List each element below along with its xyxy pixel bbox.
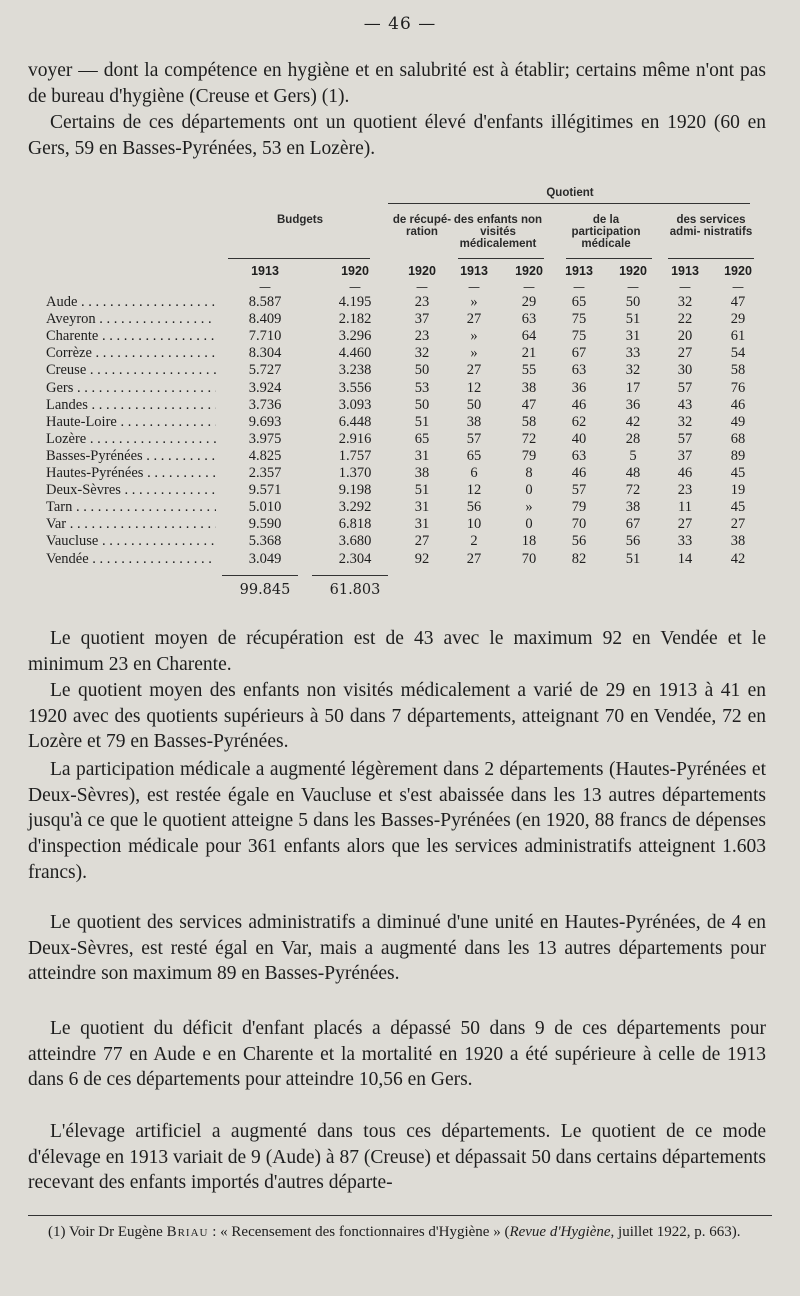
table-row xyxy=(0,362,800,379)
year-participation-1920: 1920 xyxy=(619,264,647,278)
cell-enfants-1920: 29 xyxy=(521,294,537,310)
table-row xyxy=(0,328,800,345)
cell-services-1920: 68 xyxy=(730,430,746,447)
cell-budget-1913: 9.590 xyxy=(248,516,282,533)
table-row xyxy=(0,431,800,448)
cell-participation-1920: 33 xyxy=(625,345,641,362)
cell-participation-1920: 28 xyxy=(625,430,641,447)
department-name: Aveyron . . . xyxy=(46,311,216,328)
page-number: — 46 — xyxy=(363,14,437,34)
budgets-brace xyxy=(228,258,370,259)
cell-enfants-1920: 63 xyxy=(521,311,537,328)
department-name: Var . . . xyxy=(46,516,216,533)
footnote-author: Briau xyxy=(166,1224,209,1240)
total-1920: 61.803 xyxy=(329,582,381,598)
paragraph-enfants: Le quotient moyen des enfants non visités médicalement a varié de 29 en 1913 à 41 en 1920 avec des quotients supérieurs à 50 dans 7 départements, atteignant 70 en Vendée, 72 en Lozère et 79 en Basses-Pyrénées. xyxy=(28,680,766,753)
table-row xyxy=(0,397,800,414)
dash: — xyxy=(627,280,639,294)
table-row xyxy=(0,448,800,465)
cell-enfants-1920: 64 xyxy=(521,328,537,345)
cell-enfants-1913: 27 xyxy=(466,362,482,379)
cell-enfants-1920: 58 xyxy=(521,413,537,430)
dash: — xyxy=(416,280,428,294)
table-row xyxy=(0,533,800,550)
total-rule-1920 xyxy=(312,575,388,576)
cell-participation-1913: 56 xyxy=(571,533,587,550)
cell-services-1920: 45 xyxy=(730,465,746,481)
cell-enfants-1913: 12 xyxy=(466,379,482,396)
cell-enfants-1913: 6 xyxy=(470,465,478,481)
header-participation: de la participation médicale xyxy=(571,214,641,250)
cell-participation-1920: 38 xyxy=(625,499,641,516)
paragraph-elevage: L'élevage artificiel a augmenté dans tous ces départements. Le quotient de ce mode d'élevage en 1913 variait de 9 (Aude) à 87 (Creuse) et dépassait 50 dans certains départements recevant des enfants importés d'autres départe- xyxy=(28,1121,766,1194)
cell-participation-1913: 46 xyxy=(571,465,587,481)
cell-services-1920: 47 xyxy=(730,294,746,310)
paragraph-continuation: voyer — dont la compétence en hygiène et en salubrité est à établir; certains même n'ont pas de bureau d'hygiène (Creuse et Gers) (1). xyxy=(28,60,766,107)
cell-enfants-1913: 38 xyxy=(466,413,482,430)
paragraph-services: Le quotient des services administratifs a diminué d'une unité en Hautes-Pyrénées, de 4 en Deux-Sèvres, est resté égal en Var, mais a augmenté dans les 13 autres départements pour atteindre son maximum 89 en Basses-Pyrénées. xyxy=(28,912,766,985)
cell-services-1913: 30 xyxy=(677,362,693,379)
table-row xyxy=(0,380,800,397)
cell-participation-1920: 51 xyxy=(625,550,641,567)
table-row xyxy=(0,345,800,362)
cell-budget-1920: 3.296 xyxy=(338,328,372,345)
cell-services-1920: 45 xyxy=(730,499,746,516)
cell-budget-1913: 2.357 xyxy=(248,465,282,481)
cell-budget-1913: 5.368 xyxy=(248,533,282,550)
dash: — xyxy=(732,280,744,294)
footnote-suffix: , juillet 1922, p. 663). xyxy=(610,1224,741,1240)
cell-recuperation-1920: 92 xyxy=(414,550,430,567)
cell-services-1913: 27 xyxy=(677,516,693,533)
cell-services-1913: 27 xyxy=(677,345,693,362)
cell-enfants-1920: 18 xyxy=(521,533,537,550)
cell-recuperation-1920: 37 xyxy=(414,311,430,328)
cell-participation-1920: 5 xyxy=(629,447,637,464)
cell-recuperation-1920: 51 xyxy=(414,482,430,499)
cell-services-1920: 27 xyxy=(730,516,746,533)
cell-budget-1913: 9.693 xyxy=(248,413,282,430)
dash: — xyxy=(349,280,361,294)
cell-budget-1920: 1.757 xyxy=(338,447,372,464)
header-services: des services admi- nistratifs xyxy=(669,214,753,238)
cell-budget-1920: 3.680 xyxy=(338,533,372,550)
cell-budget-1920: 4.460 xyxy=(338,345,372,362)
paragraph-participation: La participation médicale a augmenté légèrement dans 2 départements (Hautes-Pyrénées et Deux-Sèvres), est restée égale en Vaucluse et s'est abaissée dans les 13 autres départements jusqu'à ce que le quotient atteigne 5 dans les Basses-Pyrénées (en 1920, 88 francs de dépenses d'inspection médicale pour 361 enfants alors que les services administratifs atteignent 1.603 francs). xyxy=(28,759,766,883)
footnote-middle: : « Recensement des fonctionnaires d'Hygiène » ( xyxy=(212,1224,510,1240)
cell-participation-1920: 36 xyxy=(625,396,641,413)
cell-recuperation-1920: 27 xyxy=(414,533,430,550)
dash: — xyxy=(259,280,271,294)
header-budgets: Budgets xyxy=(277,214,323,226)
department-name: Creuse . . . xyxy=(46,362,216,379)
cell-services-1913: 57 xyxy=(677,379,693,396)
cell-budget-1920: 9.198 xyxy=(338,482,372,499)
cell-recuperation-1920: 65 xyxy=(414,430,430,447)
department-name: Haute-Loire . . . xyxy=(46,414,216,431)
cell-participation-1920: 51 xyxy=(625,311,641,328)
footnote xyxy=(28,1222,772,1242)
cell-budget-1913: 3.736 xyxy=(248,396,282,413)
cell-services-1920: 38 xyxy=(730,533,746,550)
cell-enfants-1920: 0 xyxy=(525,516,533,533)
paragraph-deficit: Le quotient du déficit d'enfant placés a dépassé 50 dans 9 de ces départements pour atteindre 77 en Aude e en Charente et la mortalité en 1920 a été supérieure à celle de 1913 dans 6 de ces départements pour atteindre 10,56 en Gers. xyxy=(28,1018,766,1091)
cell-budget-1913: 4.825 xyxy=(248,447,282,464)
cell-services-1913: 43 xyxy=(677,396,693,413)
department-name: Basses-Pyrénées . . . xyxy=(46,448,216,465)
cell-enfants-1920: 0 xyxy=(525,482,533,499)
cell-enfants-1913: 27 xyxy=(466,311,482,328)
department-name: Vaucluse . . . xyxy=(46,533,216,550)
cell-participation-1913: 65 xyxy=(571,294,587,310)
cell-participation-1913: 40 xyxy=(571,430,587,447)
cell-recuperation-1920: 31 xyxy=(414,516,430,533)
year-enfants-1920: 1920 xyxy=(515,264,543,278)
cell-services-1920: 76 xyxy=(730,379,746,396)
cell-participation-1920: 17 xyxy=(625,379,641,396)
cell-services-1913: 23 xyxy=(677,482,693,499)
cell-budget-1920: 1.370 xyxy=(338,465,372,481)
department-name: Aude . . . xyxy=(46,294,216,311)
cell-services-1913: 57 xyxy=(677,430,693,447)
year-budget-1913: 1913 xyxy=(251,264,279,278)
department-name: Lozère . . . xyxy=(46,431,216,448)
cell-participation-1913: 57 xyxy=(571,482,587,499)
cell-budget-1920: 3.292 xyxy=(338,499,372,516)
dash: — xyxy=(523,280,535,294)
cell-budget-1913: 5.010 xyxy=(248,499,282,516)
cell-services-1920: 61 xyxy=(730,328,746,345)
cell-enfants-1913: 65 xyxy=(466,447,482,464)
cell-services-1920: 54 xyxy=(730,345,746,362)
cell-participation-1920: 67 xyxy=(625,516,641,533)
table-row xyxy=(0,551,800,568)
cell-services-1920: 58 xyxy=(730,362,746,379)
cell-services-1920: 46 xyxy=(730,396,746,413)
cell-participation-1913: 62 xyxy=(571,413,587,430)
cell-budget-1920: 6.818 xyxy=(338,516,372,533)
cell-recuperation-1920: 50 xyxy=(414,396,430,413)
cell-services-1913: 33 xyxy=(677,533,693,550)
cell-budget-1920: 2.304 xyxy=(338,550,372,567)
cell-participation-1920: 72 xyxy=(625,482,641,499)
cell-services-1920: 49 xyxy=(730,413,746,430)
cell-budget-1913: 3.924 xyxy=(248,379,282,396)
cell-recuperation-1920: 31 xyxy=(414,499,430,516)
cell-budget-1913: 3.049 xyxy=(248,550,282,567)
cell-services-1913: 37 xyxy=(677,447,693,464)
cell-budget-1920: 2.182 xyxy=(338,311,372,328)
year-enfants-1913: 1913 xyxy=(460,264,488,278)
cell-participation-1913: 63 xyxy=(571,362,587,379)
cell-budget-1920: 2.916 xyxy=(338,430,372,447)
cell-recuperation-1920: 32 xyxy=(414,345,430,362)
cell-enfants-1913: » xyxy=(470,294,478,310)
cell-budget-1920: 4.195 xyxy=(338,294,372,310)
year-services-1913: 1913 xyxy=(671,264,699,278)
cell-budget-1913: 9.571 xyxy=(248,482,282,499)
cell-enfants-1913: 50 xyxy=(466,396,482,413)
department-name: Landes . . . xyxy=(46,397,216,414)
cell-budget-1920: 3.238 xyxy=(338,362,372,379)
cell-enfants-1920: 70 xyxy=(521,550,537,567)
cell-services-1913: 32 xyxy=(677,294,693,310)
cell-services-1920: 42 xyxy=(730,550,746,567)
cell-enfants-1920: 55 xyxy=(521,362,537,379)
cell-enfants-1920: 72 xyxy=(521,430,537,447)
cell-recuperation-1920: 50 xyxy=(414,362,430,379)
department-name: Gers . . . xyxy=(46,380,216,397)
cell-participation-1920: 50 xyxy=(625,294,641,310)
cell-participation-1913: 79 xyxy=(571,499,587,516)
cell-services-1913: 22 xyxy=(677,311,693,328)
department-name: Hautes-Pyrénées . . . xyxy=(46,465,216,482)
cell-enfants-1913: » xyxy=(470,328,478,345)
cell-enfants-1913: 12 xyxy=(466,482,482,499)
cell-budget-1913: 8.304 xyxy=(248,345,282,362)
total-rule-1913 xyxy=(222,575,298,576)
department-name: Vendée . . . xyxy=(46,551,216,568)
dash: — xyxy=(468,280,480,294)
cell-participation-1913: 75 xyxy=(571,328,587,345)
year-participation-1913: 1913 xyxy=(565,264,593,278)
header-enfants: des enfants non visités médicalement xyxy=(453,214,543,250)
department-name: Tarn . . . xyxy=(46,499,216,516)
header-recuperation: de récupé- ration xyxy=(392,214,452,238)
cell-enfants-1913: 57 xyxy=(466,430,482,447)
header-quotient: Quotient xyxy=(546,187,594,199)
cell-participation-1913: 63 xyxy=(571,447,587,464)
department-name: Corrèze . . . xyxy=(46,345,216,362)
cell-recuperation-1920: 53 xyxy=(414,379,430,396)
cell-enfants-1913: 10 xyxy=(466,516,482,533)
table-row xyxy=(0,482,800,499)
department-name: Deux-Sèvres . . . xyxy=(46,482,216,499)
cell-enfants-1913: 56 xyxy=(466,499,482,516)
participation-brace xyxy=(566,258,652,259)
table-row xyxy=(0,311,800,328)
table-row xyxy=(0,465,800,482)
cell-services-1920: 89 xyxy=(730,447,746,464)
year-recup-1920: 1920 xyxy=(408,264,436,278)
cell-participation-1920: 42 xyxy=(625,413,641,430)
cell-recuperation-1920: 51 xyxy=(414,413,430,430)
table-row xyxy=(0,499,800,516)
department-name: Charente . . . xyxy=(46,328,216,345)
cell-budget-1920: 3.093 xyxy=(338,396,372,413)
cell-participation-1920: 48 xyxy=(625,465,641,481)
cell-recuperation-1920: 31 xyxy=(414,447,430,464)
dash: — xyxy=(679,280,691,294)
cell-participation-1913: 70 xyxy=(571,516,587,533)
enfants-brace xyxy=(458,258,544,259)
cell-enfants-1920: 47 xyxy=(521,396,537,413)
cell-budget-1920: 3.556 xyxy=(338,379,372,396)
cell-participation-1913: 82 xyxy=(571,550,587,567)
footnote-journal: Revue d'Hygiène xyxy=(509,1224,611,1240)
cell-participation-1920: 56 xyxy=(625,533,641,550)
cell-services-1920: 29 xyxy=(730,311,746,328)
dash: — xyxy=(573,280,585,294)
table-row xyxy=(0,516,800,533)
cell-services-1913: 11 xyxy=(678,499,692,516)
cell-enfants-1913: 2 xyxy=(470,533,478,550)
cell-services-1913: 46 xyxy=(677,465,693,481)
services-brace xyxy=(668,258,754,259)
total-1913: 99.845 xyxy=(239,582,291,598)
cell-enfants-1920: 79 xyxy=(521,447,537,464)
table-row xyxy=(0,414,800,431)
cell-services-1913: 20 xyxy=(677,328,693,345)
cell-budget-1913: 8.587 xyxy=(248,294,282,310)
paragraph-recuperation: Le quotient moyen de récupération est de 43 avec le maximum 92 en Vendée et le minimum 23 en Charente. xyxy=(28,628,766,675)
cell-enfants-1920: 8 xyxy=(525,465,533,481)
cell-enfants-1920: 38 xyxy=(521,379,537,396)
cell-participation-1913: 46 xyxy=(571,396,587,413)
year-services-1920: 1920 xyxy=(724,264,752,278)
cell-services-1913: 14 xyxy=(677,550,693,567)
cell-recuperation-1920: 38 xyxy=(414,465,430,481)
cell-participation-1920: 32 xyxy=(625,362,641,379)
cell-enfants-1920: 21 xyxy=(521,345,537,362)
cell-budget-1913: 7.710 xyxy=(248,328,282,345)
cell-budget-1913: 5.727 xyxy=(248,362,282,379)
cell-services-1913: 32 xyxy=(677,413,693,430)
cell-participation-1920: 31 xyxy=(625,328,641,345)
cell-budget-1913: 3.975 xyxy=(248,430,282,447)
header-quotient-brace xyxy=(388,203,750,204)
cell-recuperation-1920: 23 xyxy=(414,328,430,345)
footnote-rule xyxy=(28,1215,772,1216)
footnote-prefix: (1) Voir Dr Eugène xyxy=(48,1224,163,1240)
table-row xyxy=(0,294,800,311)
cell-budget-1920: 6.448 xyxy=(338,413,372,430)
cell-participation-1913: 36 xyxy=(571,379,587,396)
cell-enfants-1920: » xyxy=(525,499,533,516)
cell-participation-1913: 75 xyxy=(571,311,587,328)
cell-budget-1913: 8.409 xyxy=(248,311,282,328)
cell-services-1920: 19 xyxy=(730,482,746,499)
cell-enfants-1913: 27 xyxy=(466,550,482,567)
cell-participation-1913: 67 xyxy=(571,345,587,362)
cell-enfants-1913: » xyxy=(470,345,478,362)
cell-recuperation-1920: 23 xyxy=(414,294,430,310)
paragraph-illegitimate: Certains de ces départements ont un quotient élevé d'enfants illégitimes en 1920 (60 en Gers, 59 en Basses-Pyrénées, 53 en Lozère). xyxy=(28,112,766,159)
year-budget-1920: 1920 xyxy=(341,264,369,278)
